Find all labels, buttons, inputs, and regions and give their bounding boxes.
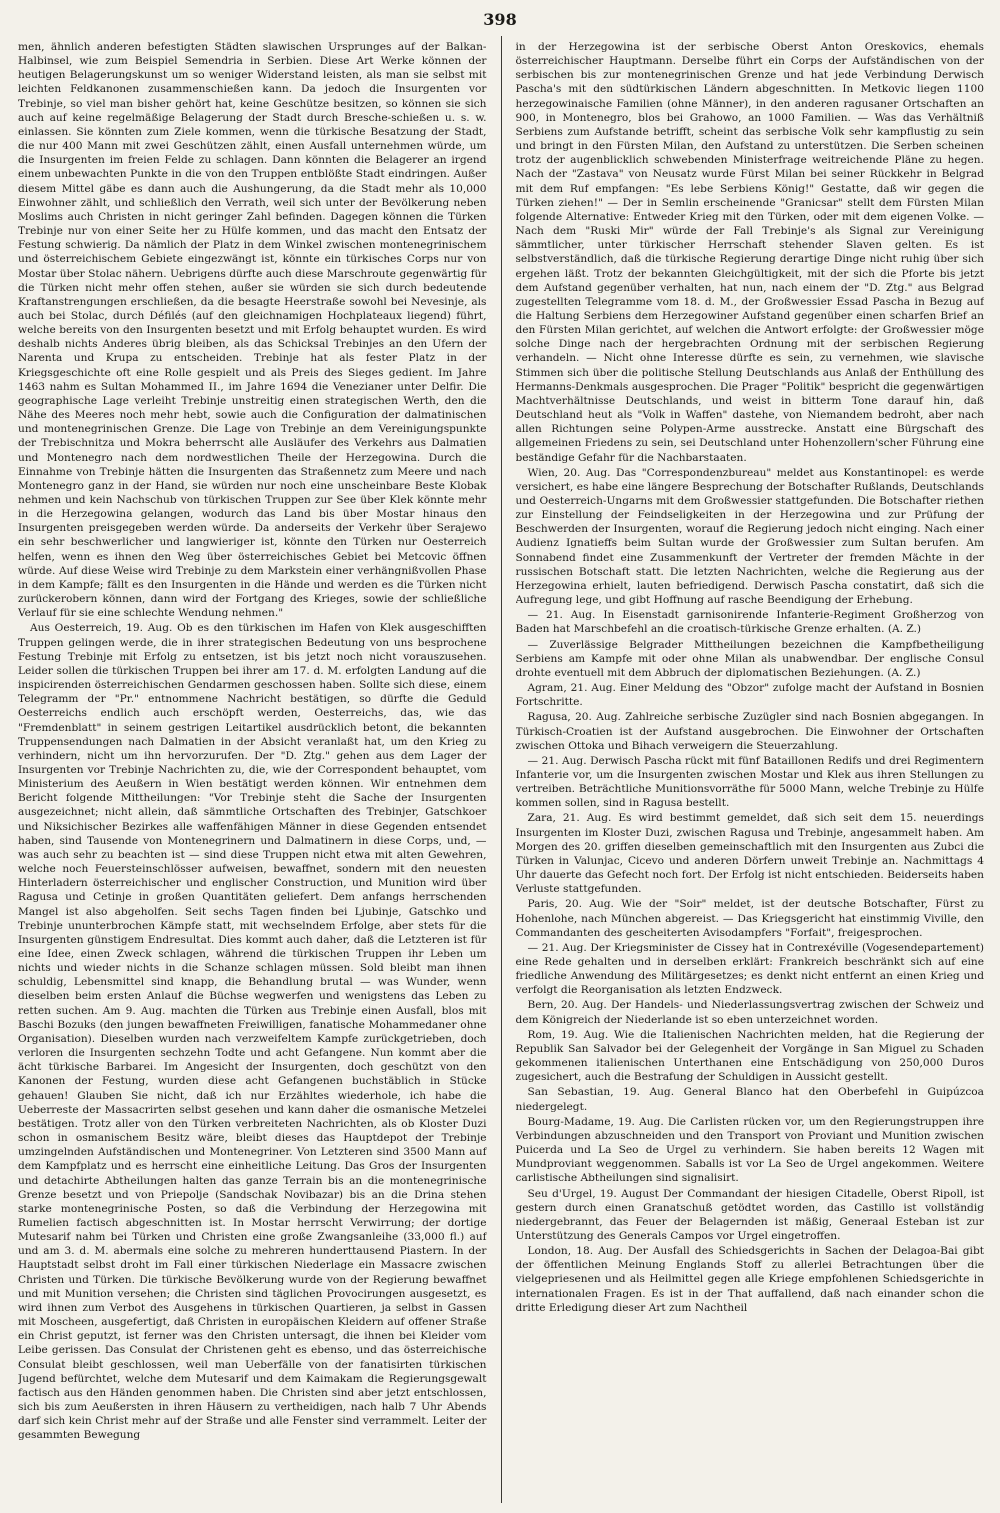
article-paragraph: Bourg-Madame, 19. Aug. Die Carlisten rücken vor, um den Regierungstruppen ihre Verbindungen abzuschneiden und den Transport von Proviant und Munition zwischen Puicerda und La Seo de Urgel zu verhindern. Sie haben bereits 12 Wagen mit Mundproviant weggenommen. Saballs ist vor La Seo de Urgel angekommen. Weitere carlistische Abtheilungen sind signalisirt. bbox=[515, 1115, 984, 1185]
article-paragraph: Zara, 21. Aug. Es wird bestimmt gemeldet, daß sich seit dem 15. neuerdings Insurgenten im Kloster Duzi, zwischen Ragusa und Trebinje, angesammelt haben. Am Morgen des 20. griffen dieselben gemeinschaftlich mit den Insurgenten aus Zubci die Türken in Valunjac, Cicevo und anderen Dörfern unweit Trebinje an. Nachmittags 4 Uhr dauerte das Gefecht noch fort. Der Erfolg ist nicht entschieden. Beiderseits haben Verluste stattgefunden. bbox=[515, 812, 984, 896]
right-column bbox=[516, 40, 985, 1503]
article-paragraph: Aus Oesterreich, 19. Aug. Ob es den türkischen im Hafen von Klek ausgeschifften Truppen gelingen werde, die in ihrer strategischen Bedeutung von uns besprochene Festung Trebinje mit Erfolg zu entsetzen, ist bis jetzt noch nicht vorauszusehen. Leider sollen die türkischen Truppen bei ihrer am 17. d. M. erfolgten Landung auf die inspicirenden österreichischen Gendarmen geschossen haben. Sollte sich diese, einem Telegramm der "Pr." entnommene Nachricht bestätigen, so dürfte die Geduld Oesterreichs endlich auch erschöpft werden, Oesterreichs, das, wie das "Fremdenblatt" in seinem gestrigen Leitartikel ausdrücklich betont, die bekannten Truppensendungen nach Dalmatien in der Absicht veranlaßt hat, um den Krieg zu verhindern, nicht um ihn hervorzurufen. Der "D. Ztg." gehen aus dem Lager der Insurgenten vor Trebinje Nachrichten zu, die, wie der Correspondent behauptet, vom Ministerium des Aeußern in Wien bestätigt werden können. Wir entnehmen dem Bericht folgende Mittheilungen: "Vor Trebinje steht die Sache der Insurgenten ausgezeichnet; nicht allein, daß sämmtliche Ortschaften des Trebinjer, Gatschkoer und Niksichischer Bezirkes alle waffenfähigen Männer in diese Gegenden entsendet haben, sind Tausende von Montenegrinern und Dalmatinern in diese Corps, und, — was auch sehr zu beachten ist — sind diese Truppen nicht etwa mit alten Gewehren, welche noch Feuersteinschlösser aufweisen, bewaffnet, sondern mit den neuesten Hinterladern österreichischer und englischer Construction, und Munition wird über Ragusa und Cetinje in großen Quantitäten geliefert. Dem anfangs herrschenden Mangel ist also abgeholfen. Seit sechs Tagen finden bei Ljubinje, Gatschko und Trebinje ununterbrochen Kämpfe statt, mit wechselndem Erfolge, aber stets für die Insurgenten günstigem Endresultat. Dies kommt auch daher, daß die Letzteren ist für eine Idee, einen Zweck schlagen, während die türkischen Truppen ihr Leben um nichts und wieder nichts in die Schanze schlagen müssen. Sold bleibt man ihnen schuldig, Lebensmittel sind knapp, die Behandlung brutal — was Wunder, wenn dieselben beim ersten Anlauf die Büchse wegwerfen und wenigstens das Leben zu retten suchen. Am 9. Aug. machten die Türken aus Trebinje einen Ausfall, blos mit Baschi Bozuks (den jungen bewaffneten Freiwilligen, fanatische Mohammedaner ohne Organisation). Dieselben wurden nach verzweifeltem Kampfe zurückgetrieben, doch verloren die Insurgenten sechzehn Todte und acht Gefangene. Nun kommt aber die ächt türkische Barbarei. Im Angesicht der Insurgenten, doch geschützt von den Kanonen der Festung, wurden diese acht Gefangenen buchstäblich in Stücke gehauen! Glauben Sie nicht, daß ich nur Erzähltes wiederhole, ich habe die Ueberreste der Massacrirten selbst gesehen und kann daher die osmanische Metzelei bestätigen. Trotz aller von den Türken verbreiteten Nachrichten, als ob Kloster Duzi schon in osmanischem Besitz wäre, bleibt dieses das Hauptdepot der Trebinje umzingelnden Aufständischen und Montenegriner. Von Letzteren sind 3500 Mann auf dem Kampfplatz und es herrscht eine einheitliche Leitung. Das Gros der Insurgenten und detachirte Abtheilungen halten das ganze Terrain bis an die montenegrinische Grenze besetzt und von Priepolje (Sandschak Novibazar) bis an die Drina stehen starke montenegrinische Posten, so daß die Verbindung der Herzegowina mit Rumelien factisch abgeschnitten ist. In Mostar herrscht Verwirrung; der dortige Mutesarif nahm bei Türken und Christen eine große Zwangsanleihe (33,000 fl.) auf und am 3. d. M. abermals eine solche zu mehreren hunderttausend Piastern. In der Hauptstadt selbst droht im Fall einer türkischen Niederlage ein Massacre zwischen Christen und Türken. Die türkische Bevölkerung wurde von der Regierung bewaffnet und mit Munition versehen; die Christen sind täglichen Provocirungen ausgesetzt, es wird ihnen zum Verbot des Ausgehens in türkischen Quartieren, ja selbst in Gassen mit Moscheen, ausgefertigt, daß Christen in europäischen Kleidern auf offener Straße ein Christ geputzt, ist ferner was den Christen untersagt, die ihnen bei Kleider vom Leibe gerissen. Das Consulat der Christenen geht es ebenso, und das österreichische Consulat bleibt geschlossen, weil man Ueberfälle von der fanatisirten türkischen Jugend befürchtet, welche dem Mutesarif und dem Kaimakam die Regierungsgewalt factisch aus den Händen genommen haben. Die Christen sind aber jetzt entschlossen, sich bis zum Aeußersten in ihren Häusern zu vertheidigen, nach halb 7 Uhr Abends darf sich kein Christ mehr auf der Straße und alle Fenster sind verrammelt. Leiter der gesammten Bewegung bbox=[18, 622, 487, 1442]
article-paragraph: Bern, 20. Aug. Der Handels- und Niederlassungsvertrag zwischen der Schweiz und dem Königreich der Niederlande ist so eben unterzeichnet worden. bbox=[515, 999, 984, 1026]
article-paragraph: — 21. Aug. Derwisch Pascha rückt mit fünf Bataillonen Redifs und drei Regimentern Infanterie vor, um die Insurgenten zwischen Mostar und Klek aus ihren Stellungen zu vertreiben. Beträchtliche Munitionsvorräthe für 5000 Mann, welche Trebinje zu Hülfe kommen sollen, sind in Ragusa bestellt. bbox=[515, 754, 984, 810]
article-paragraph: in der Herzegowina ist der serbische Oberst Anton Oreskovics, ehemals österreichischer Hauptmann. Derselbe führt ein Corps der Aufständischen von der serbischen bis zur montenegrinischen Grenze und hat jede Verbindung Derwisch Pascha's mit den südtürkischen Ländern abgeschnitten. In Metkovic liegen 1100 herzegowinaische Familien (ohne Männer), in den anderen ragusaner Ortschaften an 900, in Montenegro, blos bei Grahowo, an 1000 Familien. — Was das Verhältniß Serbiens zum Aufstande betrifft, scheint das serbische Volk sehr kampflustig zu sein und bringt in den Fürsten Milan, den Aufstand zu unterstützen. Die Serben scheinen trotz der augenblicklich schwebenden Ministerfrage weitreichende Pläne zu hegen. Nach der "Zastava" von Neusatz wurde Fürst Milan bei seiner Rückkehr in Belgrad mit dem Ruf empfangen: "Es lebe Serbiens König!" Gestatte, daß wir gegen die Türken ziehen!" — Der in Semlin erscheinende "Granicsar" stellt dem Fürsten Milan folgende Alternative: Entweder Krieg mit den Türken, oder mit dem eigenen Volke. — Nach dem "Ruski Mir" würde der Fall Trebinje's als Signal zur Vereinigung sämmtlicher, unter türkischer Herrschaft stehender Slaven gelten. Es ist selbstverständlich, daß die türkische Regierung derartige Dinge nicht ruhig über sich ergehen läßt. Trotz der bekannten Gleichgültigkeit, mit der sich die Pforte bis jetzt dem Aufstand gegenüber verhalten, hat nun, nach einem der "D. Ztg." aus Belgrad zugestellten Telegramme vom 18. d. M., der Großwessier Essad Pascha in Bezug auf die Haltung Serbiens dem Herzegowiner Aufstand gegenüber einen scharfen Brief an den Fürsten Milan gerichtet, auf welchen die Antwort erfolgte: der Großwessier möge solche Dinge nach der hergebrachten Ordnung mit der serbischen Regierung verhandeln. — Nicht ohne Interesse dürfte es sein, zu vernehmen, wie slavische Stimmen sich über die politische Stellung Deutschlands aus Anlaß der Enthüllung des Hermanns-Denkmals ausgesprochen. Die Prager "Politik" bespricht die gegenwärtigen Machtverhältnisse Deutschlands, und weist in bitterm Tone darauf hin, daß Deutschland heut als "Volk in Waffen" dastehe, von Niemandem bedroht, aber nach allen Richtungen seine Polypen-Arme ausstrecke. Anstatt eine Bürgschaft des allgemeinen Friedens zu sein, sei Deutschland unter Hohenzollern'scher Führung eine beständige Gefahr für die Nachbarstaaten. bbox=[515, 41, 984, 464]
article-paragraph: — Zuverlässige Belgrader Mittheilungen bezeichnen die Kampfbetheiligung Serbiens am Kampfe mit oder ohne Milan als unabwendbar. Der englische Consul drohte eventuell mit dem Abbruch der diplomatischen Beziehungen. (A. Z.) bbox=[515, 638, 984, 679]
article-paragraph: London, 18. Aug. Der Ausfall des Schiedsgerichts in Sachen der Delagoa-Bai gibt der öffentlichen Meinung Englands Stoff zu allerlei Betrachtungen über die vielgepriesenen und als Heilmittel gegen alle Kriege empfohlenen Schiedsgerichte in internationalen Fragen. Es ist in der That auffallend, daß nach einander schon die dritte Erledigung dieser Art zum Nachtheil bbox=[515, 1245, 984, 1314]
article-paragraph: — 21. Aug. Der Kriegsminister de Cissey hat in Contrexéville (Vogesendepartement) eine Rede gehalten und in derselben erklärt: Frankreich beschränkt sich auf eine friedliche Anwendung des Militärgesetzes; es denkt nicht entfernt an einen Krieg und verfolgt die Reorganisation als letzten Endzweck. bbox=[515, 941, 984, 997]
article-paragraph: Seu d'Urgel, 19. August Der Commandant der hiesigen Citadelle, Oberst Ripoll, ist gestern durch einen Granatschuß getödtet worden, das Castillo ist vollständig niedergebrannt, das Feuer der Belagernden ist mäßig, Generaal Esteban ist zur Unterstützung des Generals Campos vor Urgel eingetroffen. bbox=[515, 1187, 984, 1242]
article-paragraph: Rom, 19. Aug. Wie die Italienischen Nachrichten melden, hat die Regierung der Republik San Salvador bei der Gelegenheit der Vorgänge in San Miguel zu Schaden gekommenen italienischen Unterthanen eine Entschädigung von 250,000 Duros zugesichert, auch die Bestrafung der Schuldigen in Aussicht gestellt. bbox=[515, 1028, 984, 1084]
article-paragraph: San Sebastian, 19. Aug. General Blanco hat den Oberbefehl in Guipúzcoa niedergelegt. bbox=[515, 1086, 984, 1113]
article-paragraph: Wien, 20. Aug. Das "Correspondenzbureau" meldet aus Konstantinopel: es werde versichert, es habe eine längere Besprechung der Botschafter Rußlands, Deutschlands und Oesterreich-Ungarns mit dem Großwessier stattgefunden. Die Botschafter riethen zur Einstellung der Feindseligkeiten in der Herzegowina und zur Prüfung der Beschwerden der Insurgenten, worauf die Regierung jedoch nicht einging. Nach einer Audienz Ignatieffs beim Sultan wurde der Großwessier zum Sultan berufen. Am Sonnabend findet eine Zusammenkunft der Vertreter der fremden Mächte in der russischen Botschaft statt. Die letzten Nachrichten, welche die Regierung aus der Herzegowina erhielt, lauten befriedigend. Derwisch Pascha constatirt, daß sich die Aufregung lege, und gibt Hoffnung auf rasche Beendigung der Erhebung. bbox=[515, 466, 984, 607]
text-columns bbox=[18, 40, 984, 1503]
article-paragraph: Paris, 20. Aug. Wie der "Soir" meldet, ist der deutsche Botschafter, Fürst zu Hohenlohe, nach München abgereist. — Das Kriegsgericht hat einstimmig Viville, den Commandanten des gescheiterten Avisodampfers "Forfait", freigesprochen. bbox=[515, 898, 984, 939]
article-paragraph: Agram, 21. Aug. Einer Meldung des "Obzor" zufolge macht der Aufstand in Bosnien Fortschritte. bbox=[515, 682, 984, 709]
column-divider bbox=[501, 36, 502, 1503]
page-number: 398 bbox=[483, 10, 517, 29]
article-paragraph: men, ähnlich anderen befestigten Städten slawischen Ursprunges auf der Balkan-Halbinsel, wie zum Beispiel Semendria in Serbien. Diese Art Werke können der heutigen Belagerungskunst um so weniger Widerstand leisten, als man sie selbst mit leichten Feldkanonen zusammenschießen kann. Da jedoch die Insurgenten vor Trebinje, so viel man bisher gehört hat, keine Geschütze besitzen, so können sie sich auch auf keine regelmäßige Belagerung der Stadt durch Bresche-schießen u. s. w. einlassen. Sie könnten zum Ziele kommen, wenn die türkische Besatzung der Stadt, die nur 400 Mann mit zwei Geschützen zählt, einen Ausfall unternehmen würde, um die Insurgenten im freien Felde zu schlagen. Dann könnten die Belagerer an irgend einem unbewachten Punkte in die von den Truppen entblößte Stadt eindringen. Außer diesem Mittel gäbe es dann auch die Aushungerung, da die Stadt mehr als 10,000 Einwohner zählt, und schließlich den Verrath, weil sich unter der Bevölkerung neben Moslims auch Christen in nicht geringer Zahl befinden. Dagegen können die Türken Trebinje nur von einer Seite her zu Hülfe kommen, und das macht den Entsatz der Festung schwierig. Da nämlich der Platz in dem Winkel zwischen montenegrinischem und österreichischem Gebiete eingezwängt ist, könnte ein türkisches Corps nur von Mostar über Stolac nähern. Uebrigens dürfte auch diese Marschroute gegenwärtig für die Türken nicht mehr offen stehen, außer sie würden sie sich durch bedeutende Kraftanstrengungen erschließen, da die besagte Heerstraße sowohl bei Nevesinje, als auch bei Stolac, durch Défilés (auf den gleichnamigen Hochplateaux liegend) führt, welche bereits von den Insurgenten besetzt und mit Erfolg behauptet wurden. Es wird deshalb nichts Anderes übrig bleiben, als das Schicksal Trebinjes an den Ufern der Narenta und Krupa zu entscheiden. Trebinje hat als fester Platz in der Kriegsgeschichte oft eine Rolle gespielt und als Preis des Sieges gedient. Im Jahre 1463 nahm es Sultan Mohammed II., im Jahre 1694 die Venezianer unter Delfir. Die geographische Lage verleiht Trebinje unstreitig einen strategischen Werth, den die Nähe des Meeres noch mehr hebt, sowie auch die Configuration der dalmatinischen und montenegrinischen Grenze. Die Lage von Trebinje an dem Vereinigungspunkte der Trebischnitza und Mokra beherrscht alle Ausläufer des Verkehrs aus Dalmatien und Montenegro nach dem nordwestlichen Theile der Herzegowina. Durch die Einnahme von Trebinje hätten die Insurgenten das Straßennetz zum Meere und nach Montenegro ganz in der Hand, sie würden nur noch eine unscheinbare Beste Klobak nehmen und kein Nachschub von türkischen Truppen zur See über Klek könnte mehr in die Herzegowina gelangen, wodurch das Land bis über Mostar hinaus den Insurgenten preisgegeben werden würde. Da anderseits der Verkehr über Serajewo ein sehr beschwerlicher und langwieriger ist, könnte den Türken nur Oesterreich helfen, wenn es ihnen den Weg über österreichisches Gebiet bei Metcovic öffnen würde. Auf diese Weise wird Trebinje zu dem Markstein einer verhängnißvollen Phase in dem Kampfe; fällt es den Insurgenten in die Hände und werden es die Türken nicht zurückerobern können, dann wird der Fortgang des Krieges, sowie der schließliche Verlauf für sie eine schlechte Wendung nehmen." bbox=[18, 41, 487, 620]
left-column bbox=[18, 40, 487, 1503]
article-paragraph: Ragusa, 20. Aug. Zahlreiche serbische Zuzügler sind nach Bosnien abgegangen. In Türkisch-Croatien ist der Aufstand ausgebrochen. Die Einwohner der Ortschaften zwischen Ottoka und Bihach verweigern die Steuerzahlung. bbox=[515, 711, 984, 752]
article-paragraph: — 21. Aug. In Eisenstadt garnisonirende Infanterie-Regiment Großherzog von Baden hat Marschbefehl an die croatisch-türkische Grenze erhalten. (A. Z.) bbox=[515, 609, 984, 636]
